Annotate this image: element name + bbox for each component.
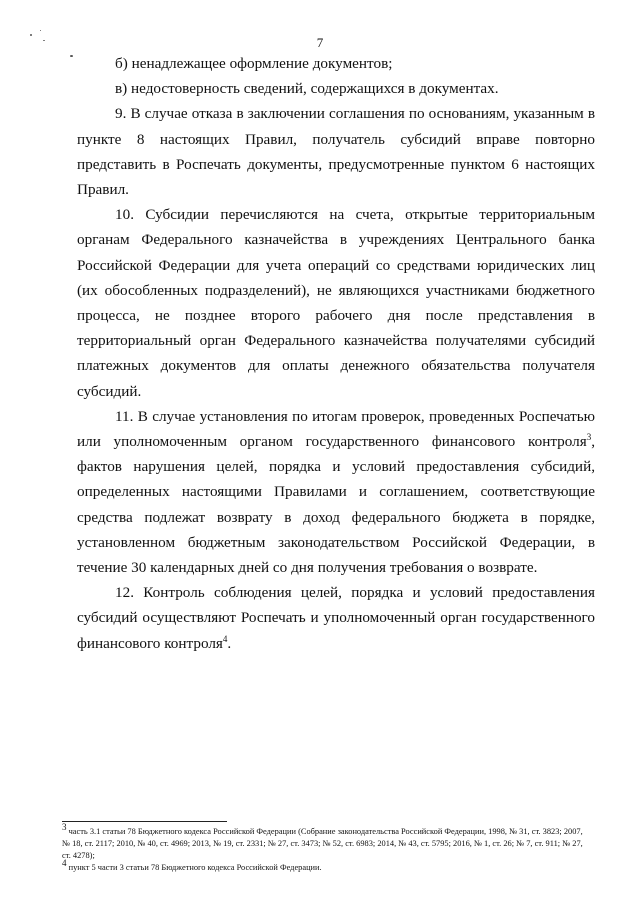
paragraph-11-text-after: , фактов нарушения целей, порядка и условий предоставления субсидий, определенных настоящими Правилами и соглашением, соответствующие средства подлежат возврату в доход федерального бюджета в порядке, установленном бюджетным законодательством Российской Федерации, в течение 30 календарных дней со дня получения требования о возврате. [77, 433, 595, 577]
page-number: 7 [316, 35, 324, 50]
paragraph-11 [77, 404, 595, 580]
paragraph-item-b: б) ненадлежащее оформление документов; [115, 55, 393, 72]
footnote-4-marker: 4 [62, 858, 67, 869]
footnote-4-text: пункт 5 части 3 статьи 78 Бюджетного кодекса Российской Федерации. [66, 863, 322, 872]
document-body [77, 51, 595, 656]
footnote-3-marker: 3 [62, 822, 67, 833]
paragraph-item-v: в) недостоверность сведений, содержащихся в документах. [115, 80, 499, 98]
footnote-4 [62, 858, 590, 874]
footnote-ref-4: 4 [222, 633, 228, 644]
paragraph-12-text-before: 12. Контроль соблюдения целей, порядка и условий предоставления субсидий осуществляют Роспечать и уполномоченный орган государственного финансового контроля [77, 584, 595, 652]
paragraph-12 [77, 580, 595, 656]
footnote-3 [62, 822, 590, 862]
footnote-ref-3: 3 [586, 431, 592, 442]
paragraph-12-text-after: . [227, 634, 232, 652]
paragraph-9: 9. В случае отказа в заключении соглашения по основаниям, указанным в пункте 8 настоящих Правил, получатель субсидий вправе повторно представить в Роспечать документы, предусмотренные пунктом 6 настоящих Правил. [77, 105, 595, 199]
paragraph-10: 10. Субсидии перечисляются на счета, открытые территориальным органам Федерального казначейства в учреждениях Центрального банка Российской Федерации для учета операций со средствами юридических лиц (их обособленных подразделений), не являющихся участниками бюджетного процесса, не позднее второго рабочего дня после представления в территориальный орган Федерального казначейства получателями субсидий платежных документов для оплаты денежного обязательства получателя субсидий. [77, 206, 595, 400]
paragraph-11-text-before: 11. В случае установления по итогам проверок, проведенных Роспечатью или уполномоченным органом государственного финансового контроля [77, 407, 595, 451]
footnote-separator [62, 821, 227, 822]
footnotes [62, 822, 590, 874]
footnote-3-text: часть 3.1 статьи 78 Бюджетного кодекса Российской Федерации (Собрание законодательства Российской Федерации, 1998, № 31, ст. 3823; 2007, № 18, ст. 2117; 2010, № 40, ст. 4969; 2013, № 19, ст. 2331; № 27, ст. 3473; № 52, ст. 6983; 2014, № 43, ст. 5795; 2016, № 1, ст. 26; № 7, ст. 911; № 27, ст. 4278); [62, 827, 583, 860]
